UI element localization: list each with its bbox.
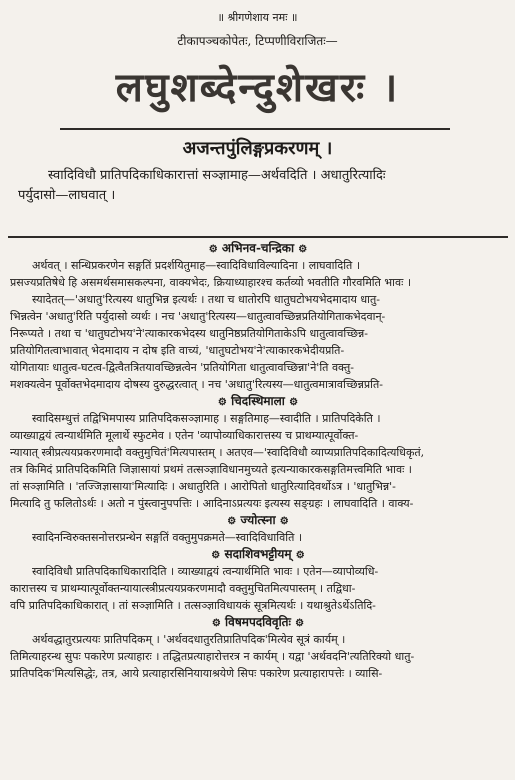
commentary-line: वपि प्रातिपदिकाधिकारात् । तां सञ्ज्ञामिति । तत्सञ्ज्ञाविधायकं सूत्रमित्यर्थः । यथाश्रुतेऽर्थेऽतिदि- — [10, 599, 376, 612]
commentary-line: व्याख्याद्वयं त्वन्यार्थमिति मूलार्थे स्फुटमेव । एतेन 'व्यापोव्याधिकारात्तस्य च प्राथम्यात्पूर्वोक्त- — [10, 429, 359, 442]
commentary-line: प्रतियोगितत्वाभावात् भेदमादाय न दोष इति वाच्यं, 'धातुघटोभय'ने'त्याकारकभेदीयप्रति- — [10, 344, 345, 357]
commentary-heading: ⚙ चिदस्थिमाला ⚙ — [217, 394, 299, 408]
commentary-line: प्रातिपदिक'मित्यसिद्धेः, तत्र, आये प्रत्याहारसिनियायाश्रयेणे सिपः पकारेण प्रत्याहारापत्तेः । व्यासि- — [10, 667, 383, 680]
commentary-line: अर्थवद्धातुरप्रत्ययः प्रातिपदिकम् । 'अर्थवदधातुरतिप्रातिपदिक'मित्येव सूत्रं कार्यम् । — [32, 633, 346, 646]
commentary-line: अर्थवत् । सन्धिप्रकरणेन सङ्गतिं प्रदर्शयितुमाह—स्वादिविधाविल्यादिना । लाघवादिति । — [32, 259, 360, 272]
subtitle-line: टीकापञ्चकोपेतः, टिप्पणीविराजितः— — [177, 34, 338, 48]
commentary-line: स्वादिविधौ प्रातिपदिकाधिकारादिति । व्याख्याद्वयं त्वन्यार्थमिति भावः । एतेन—व्यापोव्यधि- — [32, 565, 379, 578]
commentary-line: स्यादेतत्—'अधातु'रित्यस्य धातुभिन्न इत्यर्थः । तथा च धातोरपि धातुघटोभयभेदमादाय धातु- — [32, 293, 380, 306]
commentary-line: योगितायाः धातुत्व-घटत्व-द्वित्वैतत्रितयावच्छिन्नत्वेन 'प्रतियोगिता धातुत्वावच्छिन्ना'ने'ति वक्तु- — [10, 361, 354, 374]
commentary-line: मित्यादि तु फलितोऽर्थः । अतो न पुंस्त्वानुपपत्तिः । आदिनाऽप्रत्ययः इत्यस्य सङ्ग्रहः । लाघवादिति । वाक्य- — [10, 497, 414, 510]
commentary-line: कारात्तस्य च प्राथम्यात्पूर्वोक्तन्यायात्स्त्रीप्रत्ययप्रकरणमादौ वक्तुमुचितमित्यपास्तम् । तद्विधा- — [10, 582, 356, 595]
commentary-line: भिन्नत्वेन 'अधातु'रिति पर्युदासो व्यर्थः । नच 'अधातु'रित्यस्य—धातुत्वावच्छिन्नप्रतियोगिताकभेदवान्- — [10, 310, 386, 323]
sutra-line-1: स्वादिविधौ प्रातिपदिकाधिकारात्तां सञ्ज्ञामाह—अर्थवदिति । अधातुरित्यादिः — [48, 168, 386, 183]
commentary-line: तां सञ्ज्ञामिति । 'तज्जिज्ञासाया'मित्यादिः । अधातुरिति । आरोपितो धातुरित्यादिवर्थोऽत्र । 'धातुभिन्न'- — [10, 480, 396, 493]
commentary-line: तिमित्याहरन्थ सुपः पकारेण प्रत्याहारः । तद्धितप्रत्याहारोत्तरत्र न कार्यम् । यद्वा 'अर्थवदनि'त्यतिरिक्यो धातु- — [10, 650, 415, 663]
section-title: अजन्तपुंलिङ्गप्रकरणम् । — [182, 138, 333, 159]
heading-text: सदाशिवभट्टीयम् — [224, 547, 292, 561]
heading-text: अभिनव-चन्द्रिका — [221, 241, 295, 255]
commentary-area — [10, 240, 506, 682]
commentary-line: प्रसज्यप्रतिषेधे हि असमर्थसमासकल्पना, वाक्यभेदः, क्रियाध्याहारश्च कर्तव्यो भवतीति गौरवमिति भावः । — [10, 276, 411, 289]
commentary-line: स्वादिसम्धुत्तं तद्विभिमपास्य प्रातिपदिकसञ्ज्ञामाह । सङ्गतिमाह—स्वादीति । प्रातिपदिकेति । — [32, 412, 381, 425]
heading-text: विषमपदविवृतिः — [225, 615, 291, 629]
section-divider — [8, 236, 508, 238]
commentary-heading: ⚙ विषमपदविवृतिः ⚙ — [211, 615, 305, 629]
sutra-line-2: पर्युदासो—लाघवात् । — [18, 188, 116, 203]
commentary-heading: ⚙ अभिनव-चन्द्रिका ⚙ — [208, 241, 308, 255]
commentary-heading: ⚙ सदाशिवभट्टीयम् ⚙ — [211, 547, 305, 561]
commentary-line: तत्र किमिदं प्रातिपदिकमिति जिज्ञासायां प्रथमं तत्सञ्ज्ञाविधानमुच्यते इत्यन्याकारकसङ्गतिमत्त्वमिति भावः । — [10, 463, 412, 476]
heading-text: चिदस्थिमाला — [231, 394, 285, 408]
title-rule — [60, 128, 450, 130]
commentary-line: स्वादिनन्विरुक्तसनोत्तरप्रन्थेन सङ्गतिं वक्तुमुपक्रमते—स्वादिविधाविति । — [32, 531, 303, 544]
commentary-line: निरूप्यते । तथा च 'धातुघटोभय'ने'त्याकारकभेदस्य धातुनिष्ठप्रतियोगिताकेऽपि धातुत्वावच्छिन्न- — [10, 327, 368, 340]
main-title: लघुशब्देन्दुशेखरः । — [115, 64, 400, 111]
invocation-line: ॥ श्रीगणेशाय नमः ॥ — [217, 11, 298, 24]
commentary-line: न्यायात् स्त्रीप्रत्ययप्रकरणमादौ वक्तुमुचितं'मित्यपास्तम् । अतएव—'स्वादिविधौ व्याप्यप्रातिपदिकादित्यधिकृतं, — [10, 446, 425, 459]
heading-text: ज्योत्स्ना — [240, 513, 276, 527]
commentary-heading: ⚙ ज्योत्स्ना ⚙ — [227, 513, 289, 527]
sutra-block — [18, 166, 498, 206]
commentary-line: मशक्यत्वेन पूर्वोक्तभेदमादाय दोषस्य दुरुद्धरत्वात् । नच 'अधातु'रित्यस्य—धातुत्वमात्रावच्छिन्नप्रति- — [10, 378, 383, 391]
